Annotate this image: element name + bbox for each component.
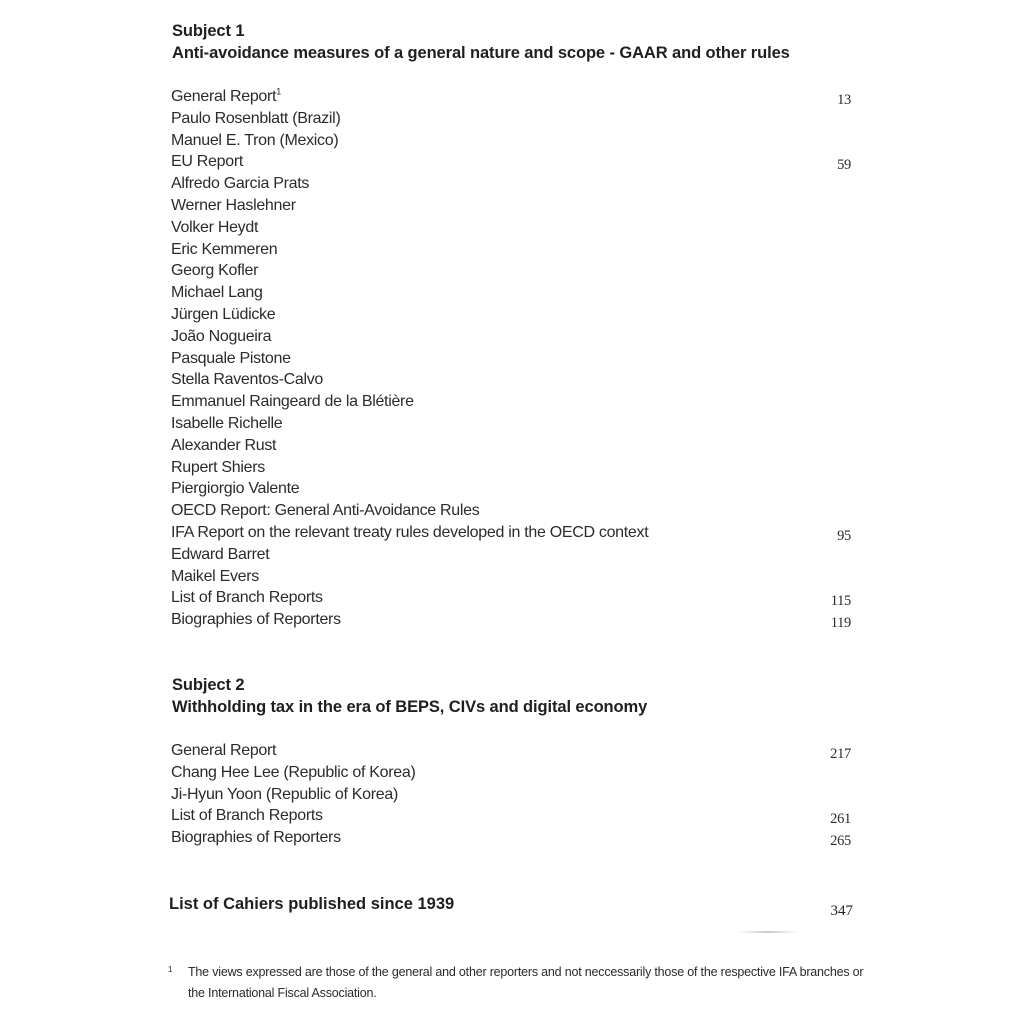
footnote-mark: 1: [168, 965, 173, 974]
toc-entry-label: Manuel E. Tron (Mexico): [171, 131, 339, 149]
toc-entry-label: Stella Raventos-Calvo: [171, 371, 323, 389]
toc-entry: [171, 762, 871, 784]
toc-entry-label: Jürgen Lüdicke: [171, 305, 276, 323]
toc-entry-page-number: 265: [830, 833, 851, 850]
toc-entry: [171, 195, 871, 217]
toc-entry-label: Michael Lang: [171, 284, 263, 302]
toc-entry-label: Biographies of Reporters: [171, 829, 341, 847]
toc-entry: [171, 784, 871, 806]
toc-entry: [171, 413, 871, 435]
toc-entry: [171, 457, 871, 479]
toc-entry-page-number: 95: [837, 527, 851, 544]
toc-entry-label: Paulo Rosenblatt (Brazil): [171, 109, 341, 127]
toc-entry: [171, 827, 871, 849]
toc-entry-label: List of Branch Reports: [171, 807, 323, 825]
toc-entry: [171, 500, 871, 522]
toc-entry: [171, 173, 871, 195]
footnote-text: The views expressed are those of the general and other reporters and not neccessarily those of the respective IFA branches or the International Fiscal Association.: [188, 965, 864, 1000]
toc-entry-label-wrap: [171, 86, 281, 108]
scan-smudge: [736, 931, 800, 933]
subject-2-entries: [171, 740, 871, 849]
subject-1-title: Anti-avoidance measures of a general nature and scope - GAAR and other rules: [172, 44, 790, 62]
toc-entry-label: Edward Barret: [171, 545, 270, 563]
toc-entry: [171, 151, 871, 173]
toc-entry-label: Werner Haslehner: [171, 196, 296, 214]
toc-entry-page-number: 119: [830, 615, 851, 632]
footnote: [168, 962, 868, 1004]
subject-1-entries: [171, 86, 871, 631]
toc-entry-label: Isabelle Richelle: [171, 414, 283, 432]
subject-2-title: Withholding tax in the era of BEPS, CIVs and digital economy: [172, 698, 648, 716]
toc-entry: [171, 435, 871, 457]
toc-entry: [171, 108, 871, 130]
toc-entry-page-number: 261: [830, 811, 851, 828]
toc-entry-label: IFA Report on the relevant treaty rules developed in the OECD context: [171, 523, 649, 541]
toc-entry-label: Emmanuel Raingeard de la Blétière: [171, 393, 414, 411]
footnote-reference: 1: [276, 86, 281, 97]
toc-entry-label: Chang Hee Lee (Republic of Korea): [171, 763, 416, 781]
toc-entry-label: Volker Heydt: [171, 218, 259, 236]
toc-entry-label: List of Branch Reports: [171, 589, 323, 607]
toc-entry: [171, 217, 871, 239]
toc-entry: [171, 326, 871, 348]
toc-entry: [171, 522, 871, 544]
toc-entry-page-number: 13: [837, 92, 851, 108]
toc-entry: [171, 130, 871, 152]
toc-entry: [171, 282, 871, 304]
subject-2-number: Subject 2: [172, 676, 245, 694]
toc-entry: [171, 391, 871, 413]
toc-entry-label: Georg Kofler: [171, 262, 259, 280]
toc-entry: [171, 805, 871, 827]
toc-entry: [171, 544, 871, 566]
toc-entry: [171, 86, 871, 108]
toc-entry: [171, 348, 871, 370]
toc-entry: [171, 566, 871, 588]
toc-entry-label: Ji-Hyun Yoon (Republic of Korea): [171, 785, 398, 803]
toc-entry: [171, 740, 871, 762]
toc-entry-label: Alexander Rust: [171, 436, 277, 454]
toc-entry-label: Pasquale Pistone: [171, 349, 291, 367]
toc-entry: [171, 587, 871, 609]
toc-entry: [171, 369, 871, 391]
subject-2-heading: [172, 674, 872, 718]
toc-entry-label: João Nogueira: [171, 327, 272, 345]
toc-entry-label: Biographies of Reporters: [171, 611, 341, 629]
toc-entry: [171, 304, 871, 326]
cahiers-label: List of Cahiers published since 1939: [169, 895, 455, 913]
toc-entry-label: Maikel Evers: [171, 567, 259, 585]
cahiers-page-number: 347: [830, 903, 853, 919]
toc-entry-page-number: 115: [830, 593, 851, 610]
toc-entry: [171, 478, 871, 500]
toc-entry-page-number: 217: [830, 746, 851, 762]
toc-entry: [171, 260, 871, 282]
subject-1-heading: [172, 20, 872, 64]
toc-entry-label: Eric Kemmeren: [171, 240, 278, 258]
toc-entry-label: OECD Report: General Anti-Avoidance Rules: [171, 502, 480, 520]
subject-1-number: Subject 1: [172, 22, 245, 40]
toc-entry-label: Piergiorgio Valente: [171, 480, 300, 498]
toc-entry-label: General Report: [171, 88, 277, 105]
toc-entry-label: General Report: [171, 742, 277, 759]
cahiers-entry: [169, 893, 869, 917]
toc-entry-label: Alfredo Garcia Prats: [171, 175, 310, 193]
toc-entry: [171, 239, 871, 261]
toc-entry-label: EU Report: [171, 153, 243, 171]
toc-entry-page-number: 59: [837, 157, 851, 174]
toc-entry: [171, 609, 871, 631]
toc-entry-label: Rupert Shiers: [171, 458, 265, 476]
